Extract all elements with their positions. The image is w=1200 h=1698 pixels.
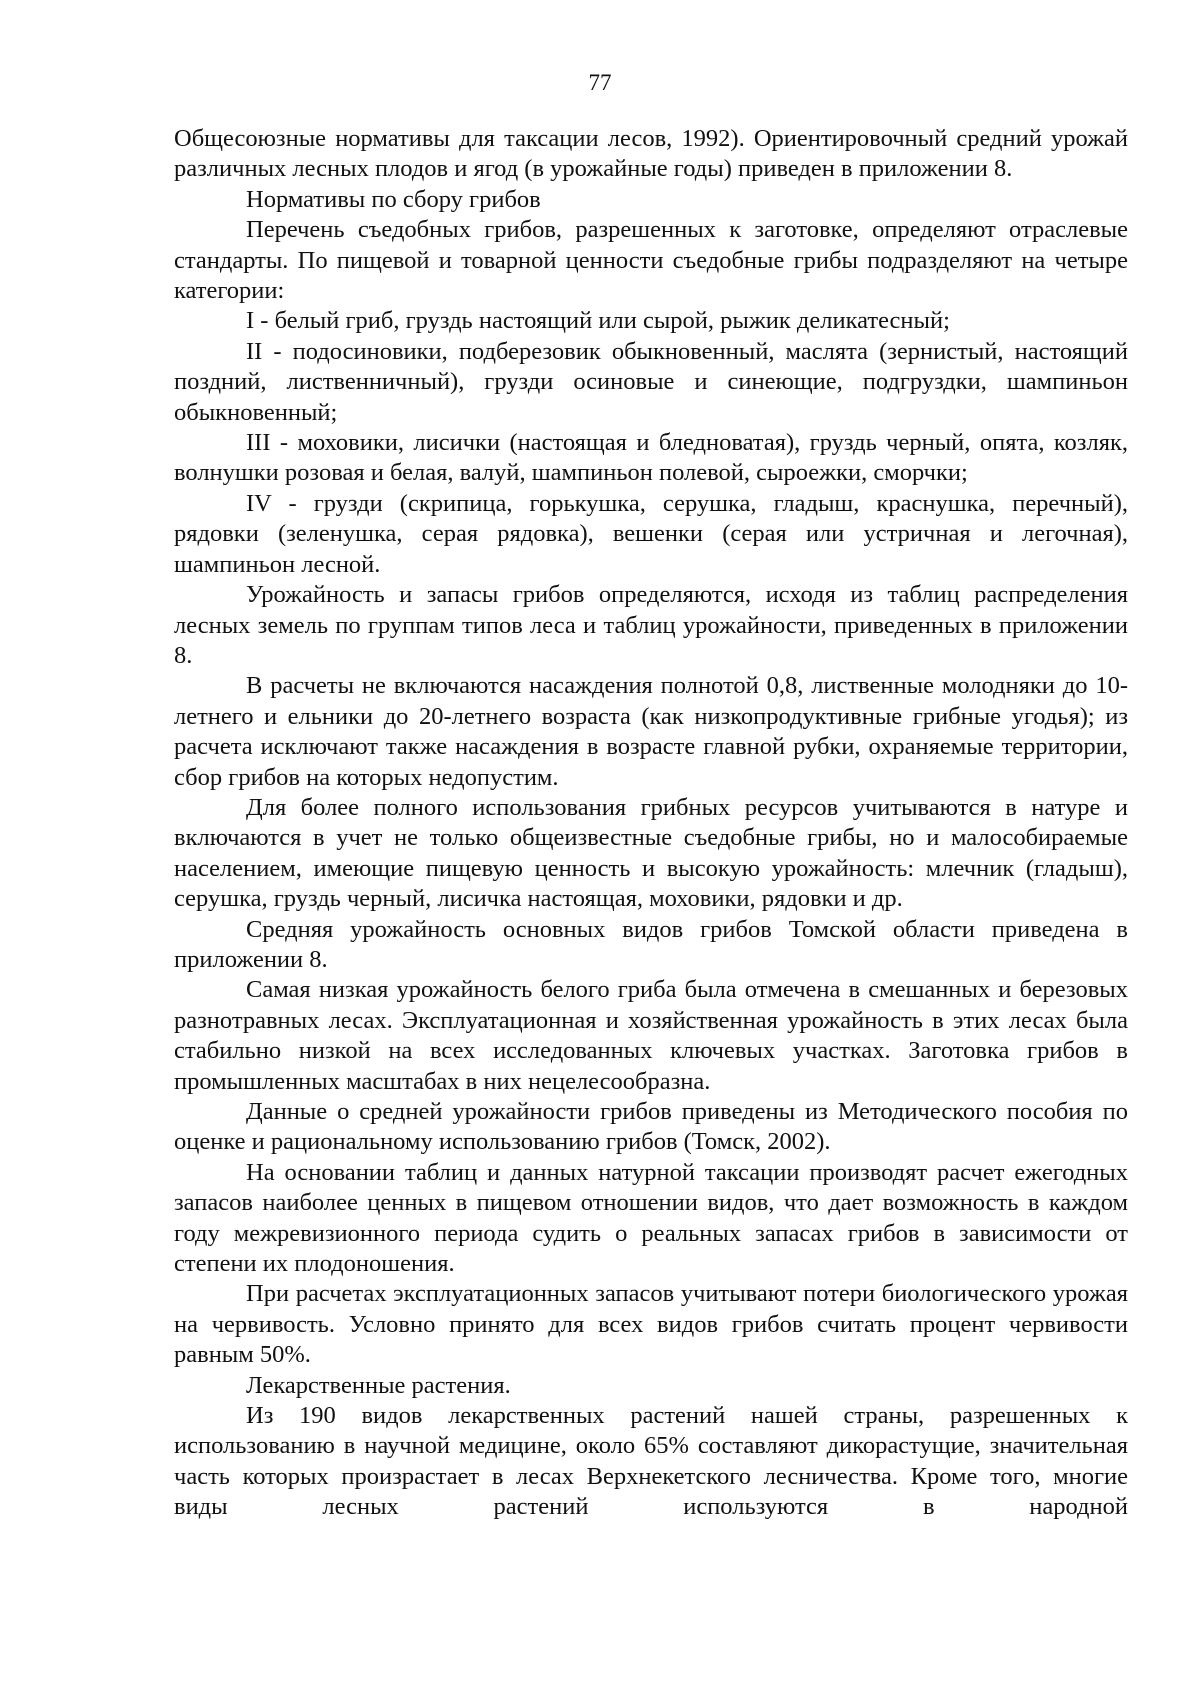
paragraph: Данные о средней урожайности грибов приведены из Методического пособия по оценке и рациональному использованию грибов (Томск, 2002). — [174, 1098, 1128, 1156]
list-item: IV - грузди (скрипица, горькушка, серушка, гладыш, краснушка, перечный), рядовки (зеленушка, серая рядовка), вешенки (серая или устричная и легочная), шампиньон лесной. — [174, 489, 1128, 578]
page-number: 77 — [588, 70, 612, 95]
paragraph: В расчеты не включаются насаждения полнотой 0,8, лиственные молодняки до 10-летнего и ельники до 20-летнего возраста (как низкопродуктивные грибные угодья); из расчета исключают также насаждения в возрасте главной рубки, охраняемые территории, сбор грибов на которых недопустим. — [174, 672, 1128, 791]
paragraph: Перечень съедобных грибов, разрешенных к заготовке, определяют отраслевые стандарты. По пищевой и товарной ценности съедобные грибы подразделяют на четыре категории: — [174, 216, 1128, 305]
list-item: III - моховики, лисички (настоящая и бледноватая), груздь черный, опята, козляк, волнушки розовая и белая, валуй, шампиньон полевой, сыроежки, сморчки; — [174, 429, 1128, 487]
list-item: II - подосиновики, подберезовик обыкновенный, маслята (зернистый, настоящий поздний, лиственничный), грузди осиновые и синеющие, подгруздки, шампиньон обыкновенный; — [174, 337, 1128, 426]
paragraph: Общесоюзные нормативы для таксации лесов, 1992). Ориентировочный средний урожай различных лесных плодов и ягод (в урожайные годы) приведен в приложении 8. — [174, 125, 1128, 183]
paragraph: Урожайность и запасы грибов определяются, исходя из таблиц распределения лесных земель по группам типов леса и таблиц урожайности, приведенных в приложении 8. — [174, 581, 1128, 669]
paragraph: Из 190 видов лекарственных растений нашей страны, разрешенных к использованию в научной медицине, около 65% составляют дикорастущие, значительная часть которых произрастает в лесах Верхнекетского лесничества. Кроме того, многие виды лесных растений используются в народной — [174, 1402, 1128, 1521]
section-heading: Лекарственные растения. — [246, 1371, 511, 1399]
section-heading: Нормативы по сбору грибов — [246, 185, 541, 213]
paragraph: Самая низкая урожайность белого гриба была отмечена в смешанных и березовых разнотравных лесах. Эксплуатационная и хозяйственная урожайность в этих лесах была стабильно низкой на всех исследованных ключевых участках. Заготовка грибов в промышленных масштабах в них нецелесообразна. — [174, 976, 1128, 1095]
paragraph: Для более полного использования грибных ресурсов учитываются в натуре и включаются в учет не только общеизвестные съедобные грибы, но и малособираемые населением, имеющие пищевую ценность и высокую урожайность: млечник (гладыш), серушка, груздь черный, лисичка настоящая, моховики, рядовки и др. — [174, 793, 1128, 913]
paragraph: При расчетах эксплуатационных запасов учитывают потери биологического урожая на червивость. Условно принято для всех видов грибов считать процент червивости равным 50%. — [174, 1280, 1128, 1369]
body-text — [174, 124, 1128, 1523]
paragraph: На основании таблиц и данных натурной таксации производят расчет ежегодных запасов наиболее ценных в пищевом отношении видов, что дает возможность в каждом году межревизионного периода судить о реальных запасах грибов в зависимости от степени их плодоношения. — [174, 1158, 1128, 1278]
paragraph: Средняя урожайность основных видов грибов Томской области приведена в приложении 8. — [174, 915, 1128, 973]
list-item: I - белый гриб, груздь настоящий или сырой, рыжик деликатесный; — [246, 307, 950, 335]
